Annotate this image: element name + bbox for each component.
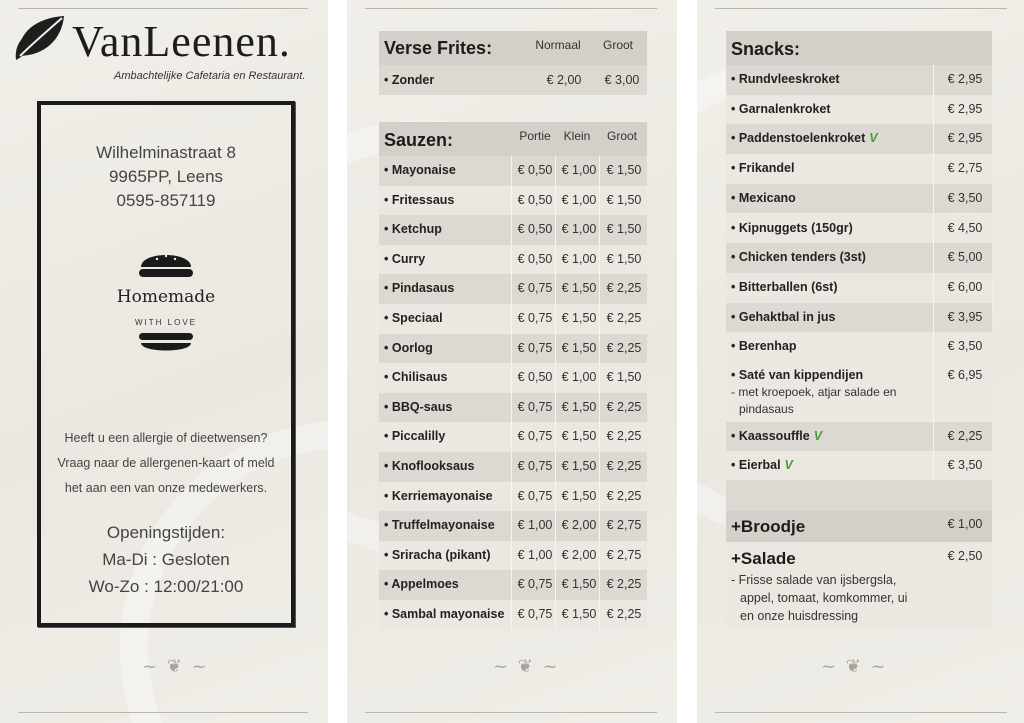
sauce-name: • BBQ-saus	[384, 399, 453, 414]
snack-row	[726, 332, 992, 362]
snack-name-wrap	[731, 131, 878, 145]
snack-price: € 5,00	[947, 250, 983, 265]
empty-row	[726, 480, 992, 511]
snack-price: € 3,50	[947, 458, 983, 472]
cell-divider	[511, 245, 512, 275]
sauce-row	[379, 541, 647, 571]
cell-divider	[511, 482, 512, 512]
sauce-name: • Mayonaise	[384, 163, 456, 177]
sauce-price-portie: € 0,50	[517, 222, 553, 237]
cell-divider	[933, 154, 934, 184]
snack-name-wrap	[731, 429, 822, 443]
frites-price-normaal: € 2,00	[546, 73, 582, 87]
snack-name-wrap	[731, 458, 793, 472]
sauce-row	[379, 245, 647, 275]
sauce-row	[379, 334, 647, 364]
snack-row	[726, 124, 992, 154]
snack-name-wrap	[731, 250, 866, 264]
sauce-price-groot: € 2,25	[606, 488, 642, 503]
snacks-title: Snacks:	[731, 39, 801, 59]
sauce-row	[379, 422, 647, 452]
cell-divider	[511, 600, 512, 630]
snack-name-wrap	[731, 339, 797, 353]
cell-divider	[511, 334, 512, 364]
snack-name: • Saté van kippendijen	[731, 368, 864, 382]
snack-row	[726, 65, 992, 95]
homemade-title: Homemade	[116, 287, 216, 307]
cell-divider	[933, 65, 934, 95]
frites-title: Verse Frites:	[384, 38, 493, 58]
salade-name: +Salade	[731, 549, 796, 568]
vegetarian-icon: V	[784, 458, 793, 472]
snack-price: € 6,00	[947, 279, 983, 294]
snacks-panel	[697, 0, 1024, 723]
snack-row	[726, 243, 992, 273]
brand-tagline: Ambachtelijke Cafetaria en Restaurant.	[114, 70, 306, 82]
sauce-price-klein: € 1,50	[561, 429, 597, 444]
sauce-price-groot: € 2,25	[606, 577, 642, 592]
snack-row-kaassouffle	[726, 422, 992, 451]
bottom-rule	[18, 712, 308, 713]
cell-divider	[933, 422, 934, 451]
frites-header	[379, 31, 647, 65]
snack-row-sate	[726, 362, 992, 422]
sauce-price-klein: € 1,00	[561, 251, 597, 266]
allergy-line-2: Vraag naar de allergenen-kaart of meld	[57, 456, 275, 470]
cell-divider	[933, 273, 934, 303]
sauce-price-portie: € 1,00	[517, 547, 553, 562]
sauce-price-klein: € 1,00	[561, 163, 597, 177]
snack-price: € 2,25	[947, 429, 983, 443]
sauce-name: • Knoflooksaus	[384, 459, 475, 473]
snack-row	[726, 303, 992, 333]
top-rule	[715, 8, 1007, 9]
snack-row	[726, 154, 992, 184]
sauce-row	[379, 215, 647, 245]
sauce-price-groot: € 2,25	[606, 429, 642, 444]
sauce-price-klein: € 1,50	[561, 311, 597, 325]
leaf-logo-icon	[12, 12, 68, 64]
broodje-row	[726, 511, 992, 542]
cell-divider	[511, 422, 512, 452]
sauce-price-groot: € 1,50	[606, 251, 642, 266]
sauce-name: • Sriracha (pikant)	[384, 547, 491, 562]
snack-row	[726, 184, 992, 214]
snack-price: € 2,95	[947, 131, 983, 146]
snack-name: • Eierbal	[731, 458, 781, 472]
snack-name-wrap	[731, 280, 837, 294]
sauce-name: • Curry	[384, 251, 426, 266]
sauzen-table	[379, 122, 647, 632]
ornament-divider: ~ ❦ ~	[142, 656, 209, 677]
sauce-row	[379, 304, 647, 334]
sate-desc-line-2: pindasaus	[739, 402, 794, 416]
allergy-line-3: het aan een van onze medewerkers.	[64, 481, 268, 495]
snack-name-wrap	[731, 161, 794, 175]
info-frame	[37, 101, 295, 627]
frites-col-groot: Groot	[602, 38, 633, 52]
snack-row	[726, 214, 992, 244]
frites-price-groot: € 3,00	[604, 73, 640, 87]
sauzen-title: Sauzen:	[384, 130, 454, 150]
snack-price: € 3,50	[947, 190, 983, 205]
snack-price: € 4,50	[947, 220, 983, 235]
sauce-row	[379, 482, 647, 512]
sauce-name: • Appelmoes	[384, 577, 459, 592]
sauce-price-klein: € 2,00	[561, 547, 597, 562]
cell-divider	[511, 541, 512, 571]
sauce-price-portie: € 0,50	[517, 192, 553, 207]
sauce-price-groot: € 2,25	[606, 311, 642, 325]
sauce-name: • Sambal mayonaise	[384, 607, 505, 621]
snacks-header	[726, 31, 992, 65]
sauce-row	[379, 274, 647, 304]
sauce-row	[379, 186, 647, 216]
broodje-price: € 1,00	[947, 517, 983, 531]
bottom-rule	[365, 712, 657, 713]
hours-title: Openingstijden:	[106, 523, 226, 542]
vegetarian-icon: V	[813, 429, 823, 443]
opening-hours	[41, 519, 291, 600]
sauce-name: • Piccalilly	[384, 429, 446, 444]
cell-divider	[933, 214, 934, 244]
sauzen-col-portie: Portie	[519, 129, 551, 143]
cell-divider	[511, 186, 512, 216]
address-city: 9965PP, Leens	[108, 167, 224, 186]
sauce-price-klein: € 1,00	[561, 192, 597, 207]
sauce-name: • Ketchup	[384, 222, 442, 237]
cell-divider	[511, 156, 512, 186]
sauce-price-klein: € 1,50	[561, 459, 597, 473]
sauce-price-klein: € 1,50	[561, 607, 597, 621]
sauce-price-portie: € 0,50	[517, 251, 553, 266]
salade-price: € 2,50	[947, 549, 983, 563]
sauce-price-groot: € 2,25	[606, 340, 642, 355]
sauce-price-klein: € 1,50	[561, 399, 597, 414]
snack-name: • Chicken tenders (3st)	[731, 250, 866, 265]
salade-row	[726, 542, 992, 627]
sauce-name: • Pindasaus	[384, 281, 455, 296]
sauce-price-portie: € 0,75	[517, 577, 553, 592]
ornament-divider: ~ ❦ ~	[821, 656, 888, 677]
cell-divider	[933, 332, 934, 362]
sauce-row	[379, 452, 647, 482]
sauce-price-portie: € 0,75	[517, 281, 553, 296]
burger-top-icon	[137, 245, 195, 279]
sauce-name: • Speciaal	[384, 311, 443, 325]
cell-divider	[511, 363, 512, 393]
brand-name: VanLeenen.	[72, 17, 291, 66]
homemade-subtitle: WITH LOVE	[134, 318, 197, 327]
sate-description	[731, 384, 896, 418]
cell-divider	[511, 570, 512, 600]
hours-line-2: Wo-Zo : 12:00/21:00	[88, 577, 244, 596]
cell-divider	[511, 274, 512, 304]
snack-name: • Rundvleeskroket	[731, 72, 840, 86]
sauzen-header	[379, 122, 647, 156]
frites-col-normaal: Normaal	[535, 38, 581, 52]
allergy-notice	[41, 426, 291, 501]
sauce-price-klein: € 1,50	[561, 281, 597, 296]
snack-name-wrap	[731, 310, 835, 324]
sauce-price-groot: € 2,25	[606, 459, 642, 473]
cell-divider	[933, 243, 934, 273]
cell-divider	[933, 362, 934, 422]
sauce-price-portie: € 1,00	[517, 518, 553, 533]
snack-name: • Garnalenkroket	[731, 101, 831, 116]
vegetarian-icon: V	[869, 131, 878, 146]
sate-desc-line-1: - met kroepoek, atjar salade en	[731, 385, 897, 399]
broodje-name: +Broodje	[731, 517, 806, 536]
snack-row	[726, 273, 992, 303]
sauce-row	[379, 600, 647, 630]
sauce-price-portie: € 0,75	[517, 607, 553, 621]
cell-divider	[511, 304, 512, 334]
snack-name: • Frikandel	[731, 161, 795, 176]
sauce-row	[379, 393, 647, 423]
snack-price: € 3,95	[947, 309, 983, 324]
sauce-price-portie: € 0,50	[517, 163, 553, 177]
sauce-price-groot: € 2,25	[606, 399, 642, 414]
sauce-row	[379, 363, 647, 393]
snack-row	[726, 95, 992, 125]
allergy-line-1: Heeft u een allergie of dieetwensen?	[64, 431, 268, 445]
sauce-price-groot: € 1,50	[606, 222, 642, 237]
salade-desc-line-1: - Frisse salade van ijsbergsla,	[731, 573, 897, 587]
sauce-row	[379, 570, 647, 600]
sauce-price-klein: € 2,00	[561, 518, 597, 533]
salade-description	[731, 571, 907, 625]
sauces-panel	[347, 0, 677, 723]
sauce-price-groot: € 2,25	[606, 607, 642, 621]
sauce-name: • Kerriemayonaise	[384, 488, 493, 503]
sauce-price-klein: € 1,50	[561, 577, 597, 592]
snack-name: • Bitterballen (6st)	[731, 279, 838, 294]
sauzen-col-groot: Groot	[606, 129, 637, 143]
cell-divider	[933, 124, 934, 154]
sauzen-col-klein: Klein	[563, 129, 591, 143]
cell-divider	[933, 451, 934, 480]
top-rule	[365, 8, 657, 9]
sauce-price-portie: € 0,75	[517, 429, 553, 444]
cell-divider	[511, 452, 512, 482]
info-panel	[0, 0, 328, 723]
snack-price: € 2,95	[947, 101, 983, 116]
sauce-price-groot: € 1,50	[606, 370, 642, 385]
top-rule	[18, 8, 308, 9]
sauce-price-portie: € 0,50	[517, 370, 553, 385]
ornament-divider: ~ ❦ ~	[493, 656, 560, 677]
snack-name-wrap	[731, 191, 796, 205]
sauce-price-groot: € 1,50	[606, 163, 642, 177]
snack-name-wrap	[731, 72, 840, 86]
snack-price: € 2,75	[947, 161, 983, 176]
cell-divider	[933, 303, 934, 333]
sauce-price-klein: € 1,50	[561, 340, 597, 355]
sauce-price-groot: € 2,75	[606, 518, 642, 533]
cell-divider	[511, 511, 512, 541]
sauce-row	[379, 511, 647, 541]
sauce-row	[379, 156, 647, 186]
snack-name: • Kipnuggets (150gr)	[731, 220, 853, 235]
bottom-rule	[715, 712, 1007, 713]
sauce-price-portie: € 0,75	[517, 459, 553, 473]
snack-row-eierbal	[726, 451, 992, 480]
sauce-name: • Fritessaus	[384, 192, 455, 207]
snack-name: • Mexicano	[731, 190, 796, 205]
frites-item-name: • Zonder	[384, 73, 435, 87]
snack-price: € 6,95	[947, 368, 983, 382]
hours-line-1: Ma-Di : Gesloten	[102, 550, 230, 569]
snack-name: • Berenhap	[731, 339, 797, 354]
sauce-price-groot: € 1,50	[606, 192, 642, 207]
cell-divider	[511, 215, 512, 245]
snack-name: • Kaassouffle	[731, 429, 810, 443]
sauce-name: • Oorlog	[384, 340, 433, 355]
snack-name-wrap	[731, 102, 831, 116]
sauce-price-portie: € 0,75	[517, 488, 553, 503]
sauce-price-portie: € 0,75	[517, 399, 553, 414]
cell-divider	[933, 184, 934, 214]
sauce-name: • Truffelmayonaise	[384, 518, 495, 533]
snack-name: • Gehaktbal in jus	[731, 309, 836, 324]
address-street: Wilhelminastraat 8	[96, 143, 236, 162]
snack-name-wrap	[731, 221, 853, 235]
cell-divider	[511, 393, 512, 423]
snack-name: • Paddenstoelenkroket	[731, 131, 866, 146]
sauce-price-groot: € 2,25	[606, 281, 642, 296]
sauce-price-groot: € 2,75	[606, 547, 642, 562]
sauce-price-klein: € 1,00	[561, 370, 597, 385]
sauce-price-klein: € 1,50	[561, 488, 597, 503]
snacks-table	[726, 31, 992, 631]
phone-number: 0595-857119	[116, 191, 216, 210]
cell-divider	[933, 95, 934, 125]
salade-desc-line-3: en onze huisdressing	[740, 609, 859, 623]
salade-desc-line-2: appel, tomaat, komkommer, ui	[740, 591, 908, 605]
sauce-price-portie: € 0,75	[517, 340, 553, 355]
sauce-name: • Chilisaus	[384, 370, 448, 385]
sauce-price-klein: € 1,00	[561, 222, 597, 237]
burger-bottom-icon	[137, 331, 195, 355]
sauce-price-portie: € 0,75	[517, 311, 553, 325]
snack-price: € 2,95	[947, 72, 983, 86]
snack-price: € 3,50	[947, 339, 983, 354]
frites-row	[379, 65, 647, 95]
